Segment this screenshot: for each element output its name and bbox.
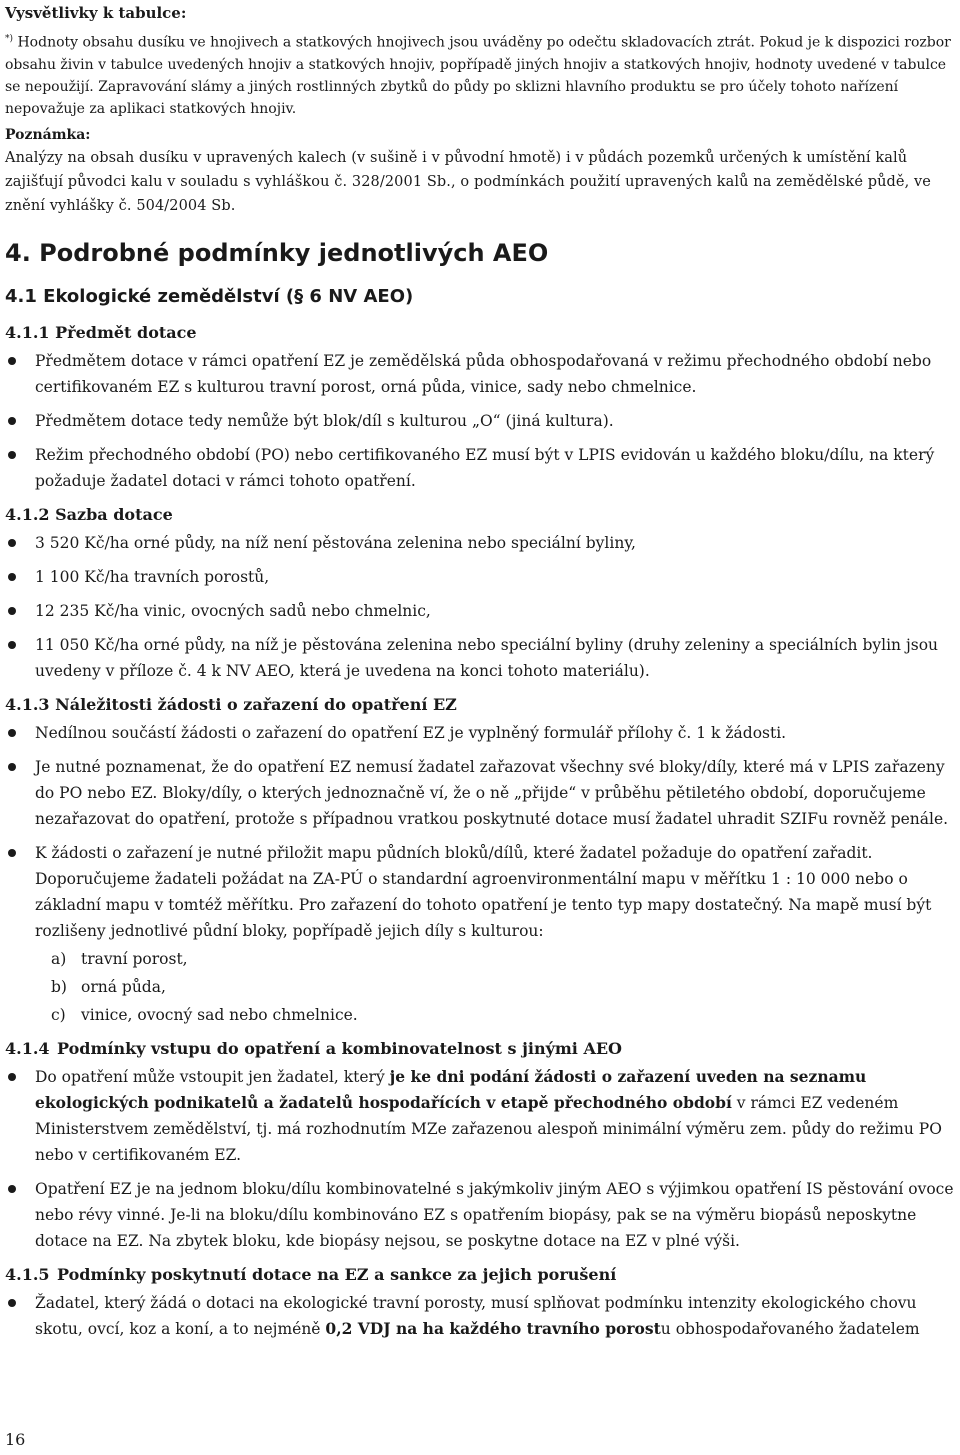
alpha-item	[35, 1002, 960, 1028]
section-title: 4.1 Ekologické zemědělství (§ 6 NV AEO)	[5, 285, 414, 307]
bullet-list	[5, 530, 960, 684]
document-page	[5, 0, 960, 1350]
section-4-1-1	[5, 322, 960, 494]
subsection-number: 4.1.4	[5, 1038, 50, 1058]
page-number: 16	[5, 1430, 26, 1449]
subsection-title-4-1-3: 4.1.3 Náležitosti žádosti o zařazení do opatření EZ	[5, 694, 457, 714]
section-4-1-2	[5, 504, 960, 684]
list-item: 12 235 Kč/ha vinic, ovocných sadů nebo chmelnic,	[5, 598, 960, 624]
table-legend	[5, 2, 960, 218]
subsection-title-text: Podmínky vstupu do opatření a kombinovatelnost s jinými AEO	[57, 1038, 622, 1058]
note-title: Poznámka:	[5, 126, 91, 143]
bullet-list	[5, 720, 960, 1028]
list-item: Opatření EZ je na jednom bloku/dílu kombinovatelné s jakýmkoliv jiným AEO s výjimkou opatření IS pěstování ovoce nebo révy vinné. Je-li na bloku/dílu kombinováno EZ s opatřením biopásy, pak se na výměru biopásů neposkytne dotace na EZ. Na zbytek bloku, kde biopásy nejsou, se poskytne dotace na EZ v plné výši.	[5, 1176, 960, 1254]
list-item: 1 100 Kč/ha travních porostů,	[5, 564, 960, 590]
alpha-item	[35, 946, 960, 972]
map-culture-list	[35, 946, 960, 1028]
alpha-letter: a)	[51, 949, 67, 968]
section-4-1-5	[5, 1264, 960, 1342]
list-item: Je nutné poznamenat, že do opatření EZ nemusí žadatel zařazovat všechny své bloky/díly, které má v LPIS zařazeny do PO nebo EZ. Bloky/díly, o kterých jednoznačně ví, že o ně „přijde“ v průběhu pětiletého období, doporučujeme nezařazovat do opatření, protože s případnou vratkou poskytnuté dotace musí žadatel uhradit SZIFu rovněž penále.	[5, 754, 960, 832]
subsection-title-4-1-2: 4.1.2 Sazba dotace	[5, 504, 173, 524]
bold-text-run: je ke dni podání žádosti o zařazení uveden na seznamu ekologických podnikatelů a žadatelů hospodařících v etapě přechodného období	[35, 1066, 867, 1112]
text-run: u obhospodařovaného žadatelem	[660, 1319, 920, 1338]
legend-marker: *)	[5, 34, 14, 44]
text-run: v rámci EZ vedeném Ministerstvem zemědělství, tj. má rozhodnutím MZe zařazenou alespoň minimální výměru zem. půdy do režimu PO nebo v certifikovaném EZ.	[35, 1093, 942, 1164]
list-item: 11 050 Kč/ha orné půdy, na níž je pěstována zelenina nebo speciální byliny (druhy zeleniny a speciálních bylin jsou uvedeny v příloze č. 4 k NV AEO, která je uvedena na konci tohoto materiálu).	[5, 632, 960, 684]
note-text: Analýzy na obsah dusíku v upravených kalech (v sušině i v původní hmotě) i v půdách pozemků určených k umístění kalů zajišťují původci kalu v souladu s vyhláškou č. 328/2001 Sb., o podmínkách použití upravených kalů na zemědělské půdě, ve znění vyhlášky č. 504/2004 Sb.	[5, 149, 931, 214]
bullet-list	[5, 348, 960, 494]
list-item: Nedílnou součástí žádosti o zařazení do opatření EZ je vyplněný formulář přílohy č. 1 k žádosti.	[5, 720, 960, 746]
alpha-letter: b)	[51, 977, 67, 996]
subsection-number: 4.1.5	[5, 1264, 50, 1284]
legend-body: Hodnoty obsahu dusíku ve hnojivech a statkových hnojivech jsou uváděny po odečtu skladovacích ztrát. Pokud je k dispozici rozbor obsahu živin v tabulce uvedených hnojiv a statkových hnojiv, popřípadě jiných hnojiv a statkových hnojiv, hodnoty uvedené v tabulce se nepoužijí. Zapravování slámy a jiných rostlinných zbytků do půdy po sklizni hlavního produktu se pro účely tohoto nařízení nepovažuje za aplikaci statkových hnojiv.	[5, 34, 951, 117]
alpha-text: orná půda,	[81, 977, 166, 996]
section-4-1-4	[5, 1038, 960, 1254]
list-item: Předmětem dotace tedy nemůže být blok/díl s kulturou „O“ (jiná kultura).	[5, 408, 960, 434]
list-item	[5, 840, 960, 1028]
list-item	[5, 1064, 960, 1168]
section-4-1-3	[5, 694, 960, 1028]
alpha-text: vinice, ovocný sad nebo chmelnice.	[81, 1005, 358, 1024]
list-item: Režim přechodného období (PO) nebo certifikovaného EZ musí být v LPIS evidován u každého bloku/dílu, na který požaduje žadatel dotaci v rámci tohoto opatření.	[5, 442, 960, 494]
alpha-item	[35, 974, 960, 1000]
list-item	[5, 1290, 960, 1342]
alpha-letter: c)	[51, 1005, 66, 1024]
list-item: Předmětem dotace v rámci opatření EZ je zemědělská půda obhospodařovaná v režimu přechodného období nebo certifikovaném EZ s kulturou travní porost, orná půda, vinice, sady nebo chmelnice.	[5, 348, 960, 400]
bullet-list	[5, 1290, 960, 1342]
legend-title: Vysvětlivky k tabulce:	[5, 4, 187, 22]
chapter-title: 4. Podrobné podmínky jednotlivých AEO	[5, 238, 549, 267]
list-item: 3 520 Kč/ha orné půdy, na níž není pěstována zelenina nebo speciální byliny,	[5, 530, 960, 556]
subsection-title-text: Podmínky poskytnutí dotace na EZ a sankce za jejich porušení	[57, 1264, 617, 1284]
list-item-text: K žádosti o zařazení je nutné přiložit mapu půdních bloků/dílů, které žadatel požaduje do opatření zařadit. Doporučujeme žadateli požádat na ZA-PÚ o standardní agroenvironmentální mapu v měřítku 1 : 10 000 nebo o základní mapu v tomtéž měřítku. Pro zařazení do tohoto opatření je tento typ mapy dostatečný. Na mapě musí být rozlišeny jednotlivé půdní bloky, popřípadě jejich díly s kulturou:	[35, 843, 932, 940]
subsection-title-4-1-5	[5, 1264, 960, 1286]
subsection-title-4-1-4	[5, 1038, 960, 1060]
bold-text-run: 0,2 VDJ na ha každého travního porost	[325, 1318, 661, 1338]
text-run: Žadatel, který žádá o dotaci na ekologické travní porosty, musí splňovat podmínku intenzity ekologického chovu skotu, ovcí, koz a koní, a to nejméně	[35, 1293, 917, 1338]
subsection-title-4-1-1: 4.1.1 Předmět dotace	[5, 322, 197, 342]
bullet-list	[5, 1064, 960, 1254]
alpha-text: travní porost,	[81, 949, 188, 968]
legend-text	[5, 28, 960, 120]
text-run: Do opatření může vstoupit jen žadatel, který	[35, 1067, 390, 1086]
